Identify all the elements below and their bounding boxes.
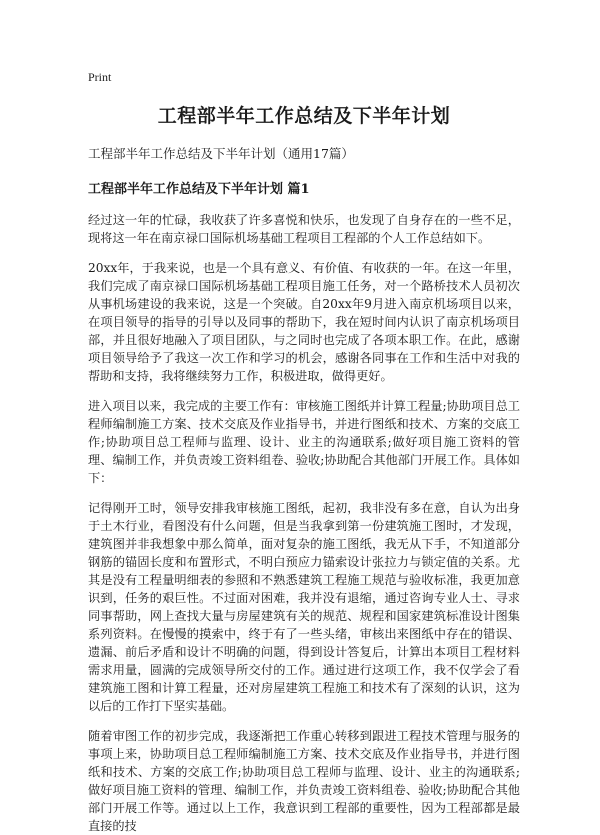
print-label[interactable]: Print bbox=[88, 70, 112, 84]
paragraph-5: 随着审图工作的初步完成，我逐渐把工作重心转移到跟进工程技术管理与服务的事项上来，协助项目总工程师编制施工方案、技术交底及作业指导书，并进行图纸和技术、方案的交底工作;协助项目总工程师与监理、设计、业主的沟通联系;做好项目施工资料的管理、编制工作，并负责竣工资料组卷、验收;协助配合其他部门开展工作等。通过以上工作，我意识到工程部的重要性，因为工程部都是最直接的技 bbox=[88, 729, 520, 833]
paragraph-3: 进入项目以来，我完成的主要工作有：审核施工图纸并计算工程量;协助项目总工程师编制施工方案、技术交底及作业指导书，并进行图纸和技术、方案的交底工作;协助项目总工程师与监理、设计、业主的沟通联系;做好项目施工资料的管理、编制工作，并负责竣工资料组卷、验收;协助配合其他部门开展工作。具体如下： bbox=[88, 399, 520, 485]
paragraph-1: 经过这一年的忙碌，我收获了许多喜悦和快乐，也发现了自身存在的一些不足，现将这一年在南京禄口国际机场基础工程项目工程部的个人工作总结如下。 bbox=[88, 213, 520, 245]
paragraph-4: 记得刚开工时，领导安排我审核施工图纸，起初，我非没有多在意，自认为出身于土木行业，看图没有什么问题，但是当我拿到第一份建筑施工图时，才发现，建筑图并非我想象中那么简单，面对复杂的施工图纸，我无从下手，不知道部分钢筋的锚固长度和布置形式，不明白预应力锚索设计张拉力与锁定值的关系。尤其是没有工程量明细表的参照和不熟悉建筑工程施工规范与验收标准，我更加意识到，任务的艰巨性。不过面对困难，我并没有退缩，通过咨询专业人士、寻求同事帮助，网上查找大量与房屋建筑有关的规范、规程和国家建筑标准设计图集系列资料。在慢慢的摸索中，终于有了一些头绪，审核出来图纸中存在的错误、遗漏、前后矛盾和设计不明确的问题，得到设计答复后，计算出本项目工程材料需求用量，圆满的完成领导所交付的工作。通过进行这项工作，我不仅学会了看建筑施工图和计算工程量，还对房屋建筑工程施工和技术有了深刻的认识，这为以后的工作打下坚实基础。 bbox=[88, 501, 520, 713]
section-heading: 工程部半年工作总结及下半年计划 篇1 bbox=[88, 182, 310, 197]
document-subtitle: 工程部半年工作总结及下半年计划（通用17篇） bbox=[88, 146, 354, 161]
paragraph-2: 20xx年，于我来说，也是一个具有意义、有价值、有收获的一年。在这一年里，我们完成了南京禄口国际机场基础工程项目施工任务，对一个路桥技术人员初次从事机场建设的我来说，这是一个突破。自20xx年9月进入南京机场项目以来，在项目领导的指导的引导以及同事的帮助下，我在短时间内认识了南京机场项目部，并且很好地融入了项目团队，与之同时也完成了各项本职工作。在此，感谢项目领导给予了我这一次工作和学习的机会，感谢各同事在工作和生活中对我的帮助和支持，我将继续努力工作，积极进取，做得更好。 bbox=[88, 261, 520, 383]
document-title: 工程部半年工作总结及下半年计划 bbox=[157, 105, 451, 127]
